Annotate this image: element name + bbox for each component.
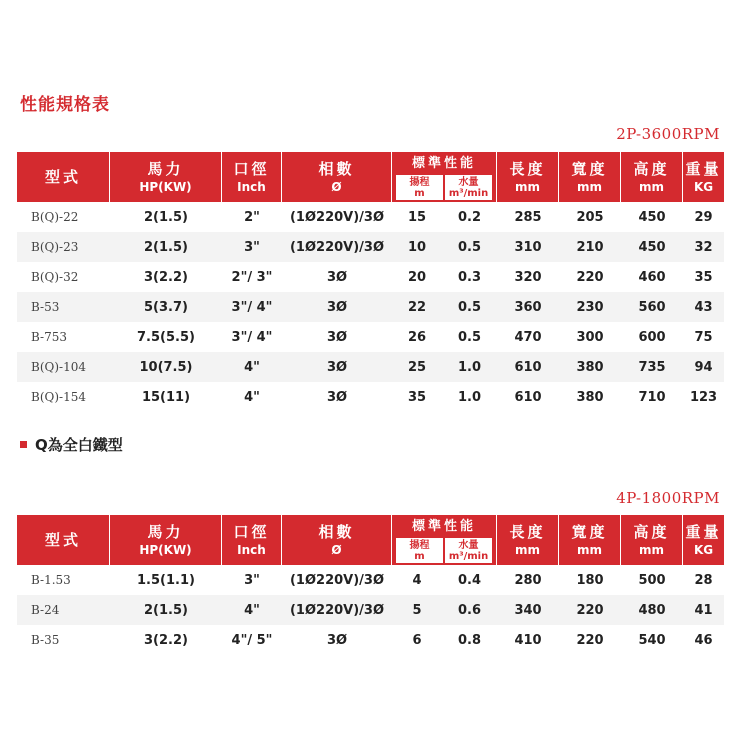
cell-phase: (1Ø220V)/3Ø — [289, 209, 385, 225]
cell-model: B(Q)-104 — [17, 352, 110, 382]
header-model: 型式 — [17, 152, 110, 202]
cell-width: 380 — [576, 389, 604, 405]
cell-width: 180 — [576, 572, 604, 588]
cell-model: B(Q)-23 — [17, 232, 110, 262]
header-height: 高度 mm — [621, 152, 683, 202]
cell-bore: 3" — [244, 572, 260, 588]
header-height: 高度 mm — [621, 515, 683, 565]
cell-width: 205 — [576, 209, 604, 225]
header-head: 揚程 m — [396, 175, 443, 200]
header-model: 型式 — [17, 515, 110, 565]
cell-flow: 0.5 — [457, 329, 482, 345]
cell-power: 5(3.7) — [110, 292, 222, 322]
header-power: 馬力 HP(KW) — [110, 152, 222, 202]
table-row — [17, 382, 724, 412]
cell-head: 5 — [392, 595, 442, 625]
cell-width: 230 — [559, 292, 621, 322]
page-title: 性能規格表 — [20, 95, 110, 115]
header-length: 長度 mm — [497, 152, 559, 202]
cell-power: 1.5(1.1) — [137, 572, 195, 588]
cell-weight: 41 — [683, 595, 724, 625]
cell-weight: 29 — [694, 209, 713, 225]
cell-flow: 0.5 — [442, 292, 497, 322]
cell-flow: 0.2 — [457, 209, 482, 225]
cell-length: 610 — [514, 389, 542, 405]
cell-length: 610 — [497, 352, 559, 382]
rpm-label-4p: 4P-1800RPM — [616, 489, 720, 507]
header-width: 寬度 mm — [559, 515, 621, 565]
table-row — [17, 565, 724, 595]
cell-head: 4 — [412, 572, 422, 588]
cell-phase: 3Ø — [326, 269, 348, 285]
table-row — [17, 202, 724, 232]
table-row — [17, 292, 724, 322]
cell-width: 220 — [576, 632, 604, 648]
cell-phase: 3Ø — [326, 389, 348, 405]
cell-power: 15(11) — [141, 389, 191, 405]
table-row — [17, 232, 724, 262]
note-text: Q為全白鐵型 — [35, 436, 123, 454]
cell-width: 220 — [559, 595, 621, 625]
cell-length: 280 — [514, 572, 542, 588]
table-row — [17, 262, 724, 292]
cell-height: 450 — [638, 209, 666, 225]
header-standard-performance: 標準性能 揚程 m 水量 m³/min — [392, 152, 497, 202]
header-bore: 口徑 Inch — [222, 152, 282, 202]
cell-length: 340 — [497, 595, 559, 625]
cell-weight: 43 — [683, 292, 724, 322]
cell-power: 3(2.2) — [144, 632, 188, 648]
cell-weight: 35 — [694, 269, 713, 285]
cell-bore: 3"/ 4" — [222, 292, 282, 322]
cell-head: 10 — [392, 232, 442, 262]
cell-bore: 4" — [244, 389, 260, 405]
header-width: 寬度 mm — [559, 152, 621, 202]
cell-bore: 4"/ 5" — [231, 632, 273, 648]
cell-length: 320 — [514, 269, 542, 285]
cell-model: B-753 — [31, 330, 67, 344]
cell-phase: (1Ø220V)/3Ø — [282, 232, 392, 262]
cell-phase: 3Ø — [282, 292, 392, 322]
cell-head: 25 — [392, 352, 442, 382]
header-phase: 相數 Ø — [282, 152, 392, 202]
cell-head: 20 — [407, 269, 427, 285]
cell-power: 2(1.5) — [110, 232, 222, 262]
cell-model: B-1.53 — [31, 573, 71, 587]
cell-power: 3(2.2) — [144, 269, 188, 285]
cell-height: 460 — [638, 269, 666, 285]
header-power: 馬力 HP(KW) — [110, 515, 222, 565]
cell-width: 220 — [576, 269, 604, 285]
cell-weight: 32 — [683, 232, 724, 262]
table-row — [17, 352, 724, 382]
rpm-label-2p: 2P-3600RPM — [616, 125, 720, 143]
cell-weight: 46 — [694, 632, 713, 648]
header-length: 長度 mm — [497, 515, 559, 565]
cell-height: 560 — [621, 292, 683, 322]
cell-head: 22 — [392, 292, 442, 322]
cell-model: B(Q)-154 — [31, 390, 86, 404]
spec-table-2p — [17, 152, 724, 412]
header-bore: 口徑 Inch — [222, 515, 282, 565]
cell-flow: 0.8 — [457, 632, 482, 648]
cell-height: 710 — [638, 389, 666, 405]
cell-power: 7.5(5.5) — [137, 329, 195, 345]
cell-height: 480 — [621, 595, 683, 625]
cell-model: B(Q)-22 — [31, 210, 79, 224]
header-flow: 水量 m³/min — [445, 538, 492, 563]
cell-height: 540 — [638, 632, 666, 648]
cell-bore: 4" — [222, 352, 282, 382]
cell-model: B-24 — [17, 595, 110, 625]
cell-head: 35 — [407, 389, 427, 405]
cell-phase: (1Ø220V)/3Ø — [282, 595, 392, 625]
cell-bore: 2"/ 3" — [231, 269, 273, 285]
cell-weight: 94 — [683, 352, 724, 382]
cell-head: 26 — [407, 329, 427, 345]
cell-height: 450 — [621, 232, 683, 262]
cell-weight: 123 — [689, 389, 718, 405]
cell-height: 735 — [621, 352, 683, 382]
spec-table-2p-body — [17, 202, 724, 412]
header-weight: 重量 KG — [683, 515, 724, 565]
cell-height: 600 — [638, 329, 666, 345]
cell-flow: 0.5 — [442, 232, 497, 262]
cell-model: B(Q)-32 — [31, 270, 79, 284]
cell-length: 310 — [497, 232, 559, 262]
cell-power: 2(1.5) — [110, 595, 222, 625]
cell-length: 285 — [514, 209, 542, 225]
cell-bore: 3"/ 4" — [231, 329, 273, 345]
cell-height: 500 — [638, 572, 666, 588]
cell-bore: 2" — [244, 209, 260, 225]
cell-head: 15 — [407, 209, 427, 225]
cell-length: 360 — [497, 292, 559, 322]
cell-phase: 3Ø — [282, 352, 392, 382]
cell-width: 300 — [576, 329, 604, 345]
cell-power: 2(1.5) — [144, 209, 188, 225]
note — [20, 434, 123, 455]
cell-bore: 3" — [222, 232, 282, 262]
cell-flow: 0.4 — [457, 572, 482, 588]
cell-flow: 1.0 — [442, 352, 497, 382]
cell-phase: 3Ø — [326, 632, 348, 648]
cell-phase: (1Ø220V)/3Ø — [289, 572, 385, 588]
cell-flow: 0.6 — [442, 595, 497, 625]
cell-length: 410 — [514, 632, 542, 648]
cell-power: 10(7.5) — [110, 352, 222, 382]
cell-width: 210 — [559, 232, 621, 262]
cell-phase: 3Ø — [326, 329, 348, 345]
table-row — [17, 625, 724, 655]
cell-bore: 4" — [222, 595, 282, 625]
cell-flow: 1.0 — [457, 389, 482, 405]
table-row — [17, 322, 724, 352]
cell-weight: 75 — [694, 329, 713, 345]
cell-width: 380 — [559, 352, 621, 382]
spec-table-4p — [17, 515, 724, 655]
bullet-square-icon — [20, 441, 27, 448]
cell-flow: 0.3 — [457, 269, 482, 285]
spec-table-4p-body — [17, 565, 724, 655]
cell-head: 6 — [412, 632, 422, 648]
header-standard-performance: 標準性能 揚程 m 水量 m³/min — [392, 515, 497, 565]
header-phase: 相數 Ø — [282, 515, 392, 565]
cell-model: B-35 — [31, 633, 60, 647]
header-flow: 水量 m³/min — [445, 175, 492, 200]
table-row — [17, 595, 724, 625]
cell-model: B-53 — [17, 292, 110, 322]
header-head: 揚程 m — [396, 538, 443, 563]
header-weight: 重量 KG — [683, 152, 724, 202]
cell-length: 470 — [514, 329, 542, 345]
cell-weight: 28 — [694, 572, 713, 588]
